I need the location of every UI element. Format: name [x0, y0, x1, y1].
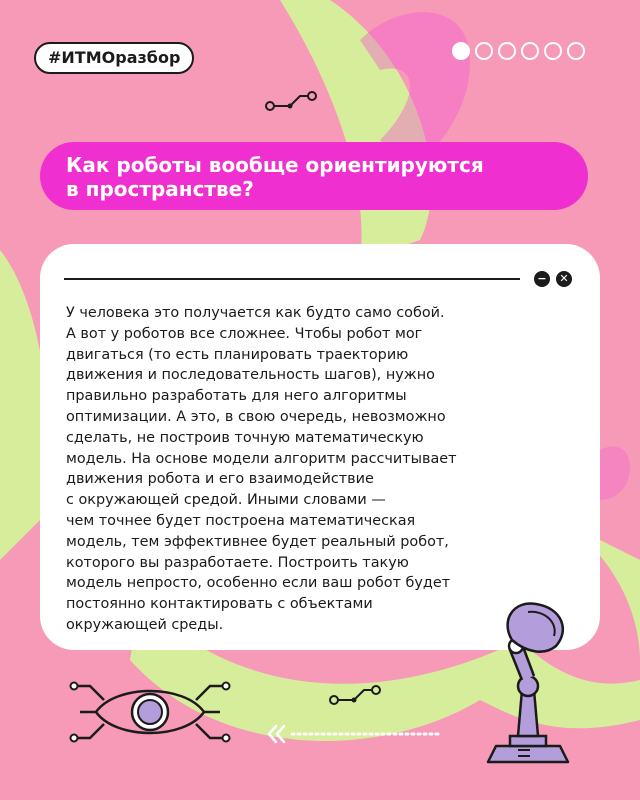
paragraph-line: которого вы разработаете. Построить такую: [66, 554, 409, 571]
paragraph-line: правильно разработать для него алгоритмы: [66, 388, 407, 405]
pagination-dot-6[interactable]: [567, 42, 585, 60]
paragraph-line: постоянно контактировать с объектами: [66, 596, 373, 613]
headline-line-1: Как роботы вообще ориентируются: [66, 153, 484, 177]
headline-banner: [40, 142, 588, 210]
paragraph-line: модель непросто, особенно если ваш робот будет: [66, 575, 451, 592]
robot-arm-illustration: [470, 590, 610, 770]
paragraph-line: оптимизации. А это, в свою очередь, невозможно: [66, 408, 446, 425]
paragraph-line: с окружающей средой. Иными словами —: [66, 492, 386, 509]
paragraph-line: движения и последовательность шагов), нужно: [66, 367, 435, 384]
headline-line-2: в пространстве?: [66, 177, 254, 201]
minus-circle-icon[interactable]: −: [534, 271, 550, 287]
paragraph-line: сделать, не построив точную математическую: [66, 429, 424, 446]
pagination-dot-2[interactable]: [475, 42, 493, 60]
pagination-dot-1[interactable]: [452, 42, 470, 60]
paragraph-line: модель, тем эффективнее будет реальный робот,: [66, 533, 449, 550]
eye-icon: [66, 676, 234, 748]
swipe-left-arrows-icon[interactable]: [266, 724, 446, 744]
close-circle-icon[interactable]: ✕: [556, 271, 572, 287]
card-paragraph: [66, 303, 596, 636]
paragraph-line: окружающей среды.: [66, 616, 224, 633]
paragraph-line: двигаться (то есть планировать траекторию: [66, 346, 409, 363]
card-title-rule: [64, 278, 520, 280]
paragraph-line: модель. На основе модели алгоритм рассчитывает: [66, 450, 457, 467]
paragraph-line: чем точнее будет построена математическая: [66, 512, 416, 529]
paragraph-line: А вот у роботов все сложнее. Чтобы робот мог: [66, 325, 423, 342]
pagination-dot-3[interactable]: [498, 42, 516, 60]
slide-pagination: [452, 42, 585, 60]
hashtag-badge: #ИТМОразбор: [34, 42, 194, 74]
paragraph-line: движения робота и его взаимодействие: [66, 471, 374, 488]
paragraph-line: У человека это получается как будто само собой.: [66, 305, 445, 321]
circuit-node-icon: [326, 682, 384, 708]
pagination-dot-5[interactable]: [544, 42, 562, 60]
circuit-node-icon: [262, 88, 320, 114]
pagination-dot-4[interactable]: [521, 42, 539, 60]
